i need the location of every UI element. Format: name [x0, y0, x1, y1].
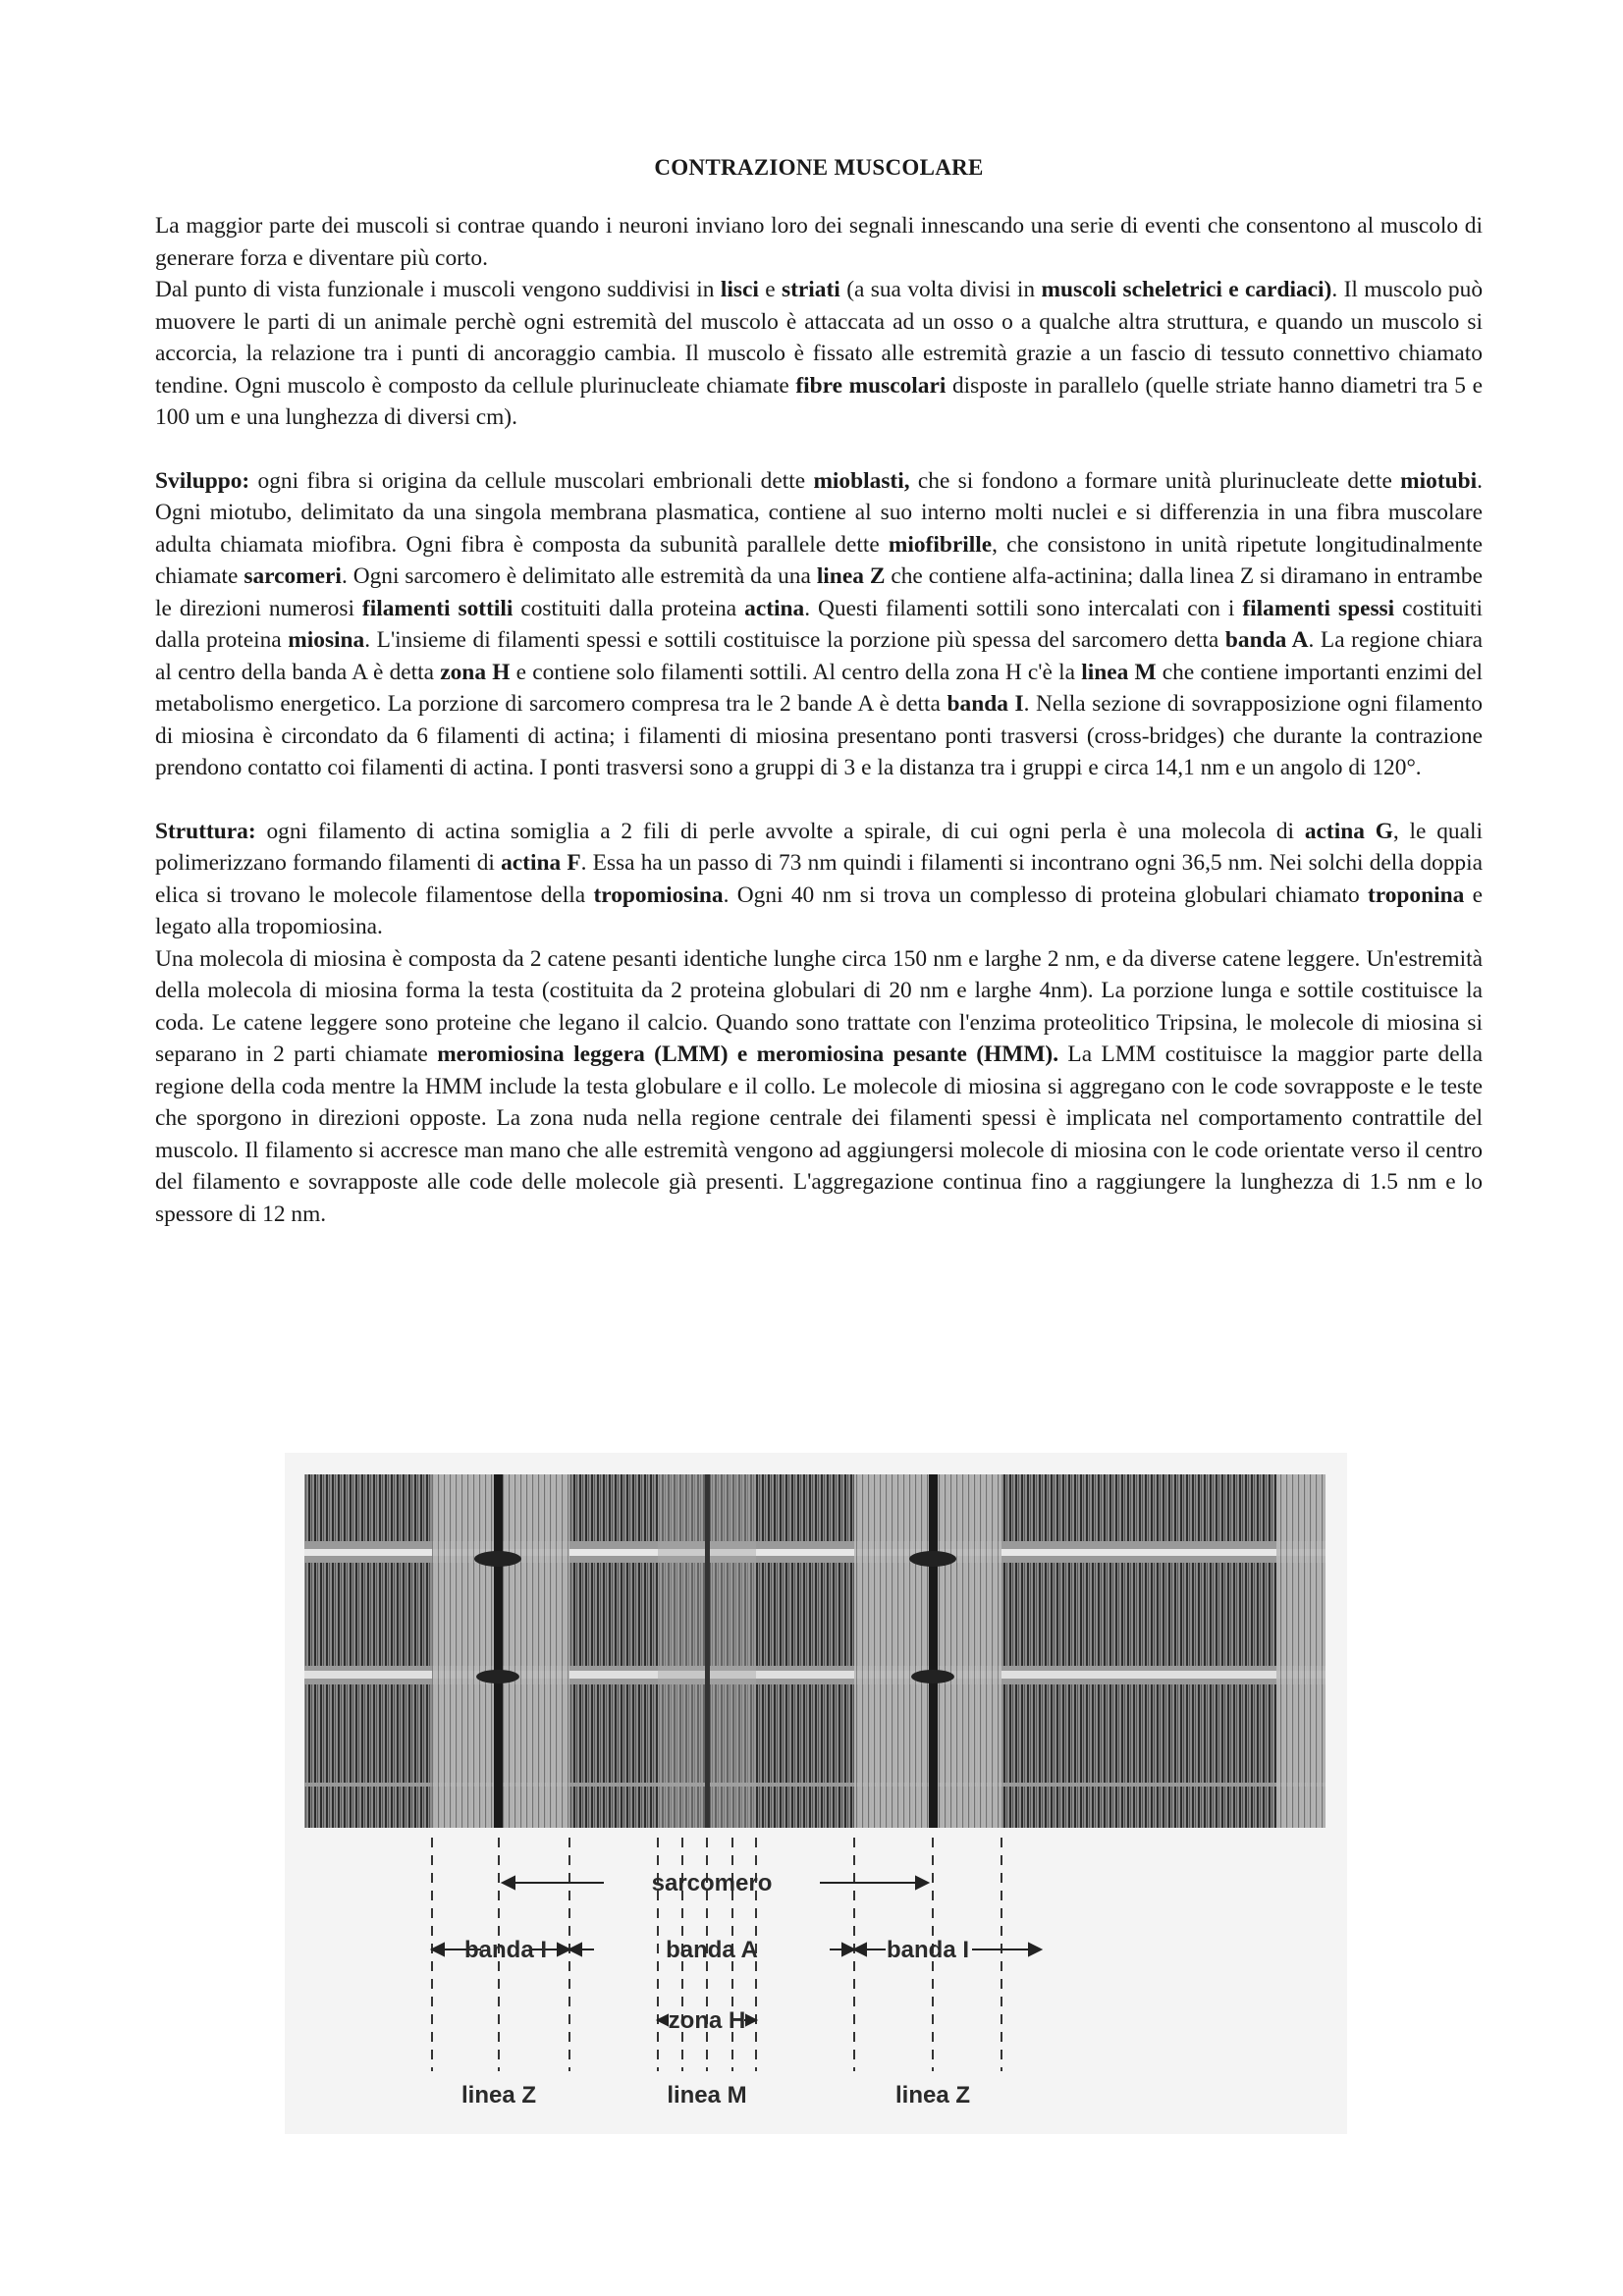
label-banda-i-right: banda I	[886, 1937, 970, 1963]
label-linea-z-right: linea Z	[894, 2082, 971, 2109]
label-banda-i-left: banda I	[463, 1937, 548, 1963]
page-title: CONTRAZIONE MUSCOLARE	[654, 155, 984, 180]
sarcomere-figure	[285, 1453, 1347, 2134]
intro-paragraph: La maggior parte dei muscoli si contrae quando i neuroni inviano loro dei segnali innescando una serie di eventi che consentono al muscolo di generare forza e diventare più corto.	[155, 213, 1483, 271]
intro-paragraph-2: Dal punto di vista funzionale i muscoli vengono suddivisi in lisci e striati (a sua volta divisi in muscoli scheletrici e cardiaci). Il muscolo può muovere le parti di un animale perchè ogni estremità del muscolo è attaccata ad un osso o a qualche altra struttura, e quando un muscolo si accorcia, la relazione tra i punti di ancoraggio cambia. Il muscolo è fissato alle estremità grazie a un fascio di tessuto connettivo chiamato tendine. Ogni muscolo è composto da cellule plurinucleate chiamate fibre muscolari disposte in parallelo (quelle striate hanno diametri tra 5 e 100 um e una lunghezza di diversi cm).	[155, 277, 1484, 430]
sviluppo-paragraph: Sviluppo: ogni fibra si origina da cellule muscolari embrionali dette mioblasti, che si fondono a formare unità plurinucleate dette miotubi. Ogni miotubo, delimitato da una singola membrana plasmatica, contiene al suo interno molti nuclei e si differenzia in una fibra muscolare adulta chiamata miofibra. Ogni fibra è composta da subunità parallele dette miofibrille, che consistono in unità ripetute longitudinalmente chiamate sarcomeri. Ogni sarcomero è delimitato alle estremità da una linea Z che contiene alfa-actinina; dalla linea Z si diramano in entrambe le direzioni numerosi filamenti sottili costituiti dalla proteina actina. Questi filamenti sottili sono intercalati con i filamenti spessi costituiti dalla proteina miosina. L'insieme di filamenti spessi e sottili costituisce la porzione più spessa del sarcomero detta banda A. La regione chiara al centro della banda A è detta zona H e contiene solo filamenti sottili. Al centro della zona H c'è la linea M che contiene importanti enzimi del metabolismo energetico. La porzione di sarcomero compresa tra le 2 bande A è detta banda I. Nella sezione di sovrapposizione ogni filamento di miosina è circondato da 6 filamenti di actina; i filamenti di miosina presentano ponti trasversi (cross-bridges) che durante la contrazione prendono contatto coi filamenti di actina. I ponti trasversi sono a gruppi di 3 e la distanza tra i gruppi e circa 14,1 nm e un angolo di 120°.	[155, 467, 1484, 780]
label-banda-a: banda A	[666, 1937, 758, 1963]
label-linea-m: linea M	[667, 2082, 747, 2109]
struttura-paragraph: Struttura: ogni filamento di actina somiglia a 2 fili di perle avvolte a spirale, di cui ogni perla è una molecola di actina G, le quali polimerizzano formando filamenti di actina F. Essa ha un passo di 73 nm quindi i filamenti si incontrano ogni 36,5 nm. Nei solchi della doppia elica si trovano le molecole filamentose della tropomiosina. Ogni 40 nm si trova un complesso di proteina globulari chiamato troponina e legato alla tropomiosina.	[155, 818, 1484, 939]
m-line	[705, 1474, 710, 1828]
label-zona-h: zona H	[668, 2007, 746, 2034]
miosina-paragraph: Una molecola di miosina è composta da 2 catene pesanti identiche lunghe circa 150 nm e larghe 2 nm, e da diverse catene leggere. Un'estremità della molecola di miosina forma la testa (costituita da 2 proteina globulari di 20 nm e larghe 4nm). La porzione lunga e sottile costituisce la coda. Le catene leggere sono proteine che legano il calcio. Quando sono trattate con l'enzima proteolitico Tripsina, le molecole di miosina si separano in 2 parti chiamate meromiosina leggera (LMM) e meromiosina pesante (HMM). La LMM costituisce la maggior parte della regione della coda mentre la HMM include la testa globulare e il collo. Le molecole di miosina si aggregano con le code sovrapposte e le teste che sporgono in direzioni opposte. La zona nuda nella regione centrale dei filamenti spessi è implicata nel comportamento contrattile del muscolo. Il filamento si accresce man mano che alle estremità vengono ad aggiungersi molecole di miosina con le code orientate verso il centro del filamento e sovrapposte alle code delle molecole già presenti. L'aggregazione continua fino a raggiungere la lunghezza di 1.5 nm e lo spessore di 12 nm.	[155, 945, 1484, 1227]
label-linea-z-left: linea Z	[460, 2082, 537, 2109]
sarcomere-diagram	[285, 1453, 1347, 2134]
document-page	[155, 147, 1483, 1230]
label-sarcomero: sarcomero	[651, 1870, 773, 1896]
